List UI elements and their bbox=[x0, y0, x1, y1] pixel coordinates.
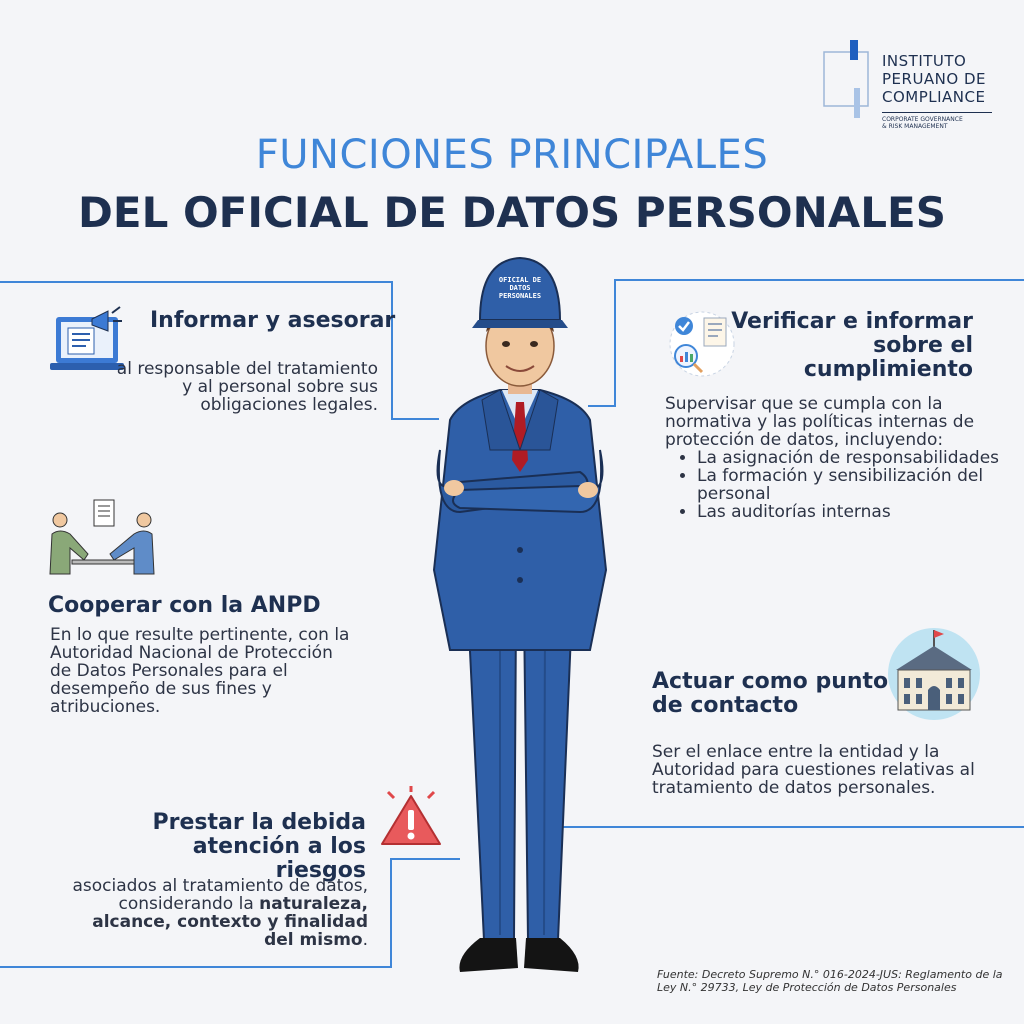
logo-sub-line1: CORPORATE GOVERNANCE bbox=[882, 116, 963, 123]
section-actuar-heading bbox=[652, 670, 888, 718]
section-actuar-heading-line1: Actuar como punto bbox=[652, 669, 889, 694]
cap-label-line2: DATOS bbox=[509, 284, 531, 292]
list-item: • La asignación de responsabilidades bbox=[697, 449, 1010, 467]
section-prestar-heading bbox=[96, 811, 366, 883]
section-verificar-heading-line2: sobre el bbox=[873, 333, 973, 358]
source-note-line2: Ley N.° 29733, Ley de Protección de Datos Personales bbox=[657, 981, 957, 994]
list-item: • La formación y sensibilización del personal bbox=[697, 467, 1010, 503]
divider-line bbox=[0, 281, 393, 283]
source-note bbox=[657, 968, 1007, 994]
list-item: • Las auditorías internas bbox=[697, 503, 1010, 521]
logo-name-line1: INSTITUTO bbox=[882, 52, 967, 70]
section-prestar-text-plain: asociados al tratamiento de datos, considerando la bbox=[72, 876, 368, 914]
logo-mark-icon bbox=[820, 40, 880, 120]
section-verificar-heading-line3: cumplimiento bbox=[803, 357, 973, 382]
logo bbox=[820, 40, 1000, 140]
section-prestar-text-end: . bbox=[362, 930, 368, 950]
section-prestar-heading-line2: atención a los riesgos bbox=[192, 834, 366, 883]
section-verificar-heading bbox=[700, 310, 973, 382]
section-informar-text: al responsable del tratamiento y al personal sobre sus obligaciones legales. bbox=[116, 359, 378, 415]
section-informar-heading: Informar y asesorar bbox=[150, 308, 396, 333]
section-verificar-list bbox=[665, 449, 1010, 521]
section-cooperar-text: En lo que resulte pertinente, con la Autoridad Nacional de Protección de Datos Personales para el desempeño de sus fines y atribuciones. bbox=[50, 625, 350, 717]
logo-sub-line2: & RISK MANAGEMENT bbox=[882, 123, 948, 130]
cap-label-line3: PERSONALES bbox=[498, 292, 542, 300]
divider-line bbox=[391, 281, 393, 420]
section-prestar-heading-line1: Prestar la debida bbox=[152, 810, 366, 835]
logo-name-line2: PERUANO DE bbox=[882, 70, 987, 88]
handshake-meeting-icon bbox=[48, 498, 158, 578]
cap-label-line1: OFICIAL DE bbox=[498, 276, 542, 284]
divider-line bbox=[614, 279, 1024, 281]
section-actuar-heading-line2: de contacto bbox=[652, 693, 799, 718]
section-prestar-text bbox=[70, 877, 368, 949]
section-verificar-text: Supervisar que se cumpla con la normativa y las políticas internas de protección de datos, incluyendo: bbox=[665, 394, 975, 450]
logo-name-line3: COMPLIANCE bbox=[882, 88, 986, 106]
page-title-line1: FUNCIONES PRINCIPALES bbox=[255, 132, 769, 178]
source-note-line1: Fuente: Decreto Supremo N.° 016-2024-JUS: Reglamento de la bbox=[657, 968, 1003, 981]
divider-line bbox=[390, 858, 392, 968]
section-actuar-text: Ser el enlace entre la entidad y la Autoridad para cuestiones relativas al tratamiento de datos personales. bbox=[652, 742, 975, 798]
divider-line bbox=[0, 966, 392, 968]
divider-line bbox=[562, 826, 1024, 828]
cap-label bbox=[472, 276, 568, 300]
section-verificar-heading-line1: Verificar e informar bbox=[731, 309, 973, 334]
section-verificar-body bbox=[665, 395, 1010, 521]
government-building-icon bbox=[886, 626, 982, 722]
section-cooperar-heading: Cooperar con la ANPD bbox=[48, 593, 321, 618]
page-title-line2: DEL OFICIAL DE DATOS PERSONALES bbox=[78, 188, 946, 237]
section-prestar-text-bold: naturaleza, alcance, contexto y finalidad del mismo bbox=[92, 894, 368, 950]
data-officer-figure bbox=[420, 250, 620, 990]
